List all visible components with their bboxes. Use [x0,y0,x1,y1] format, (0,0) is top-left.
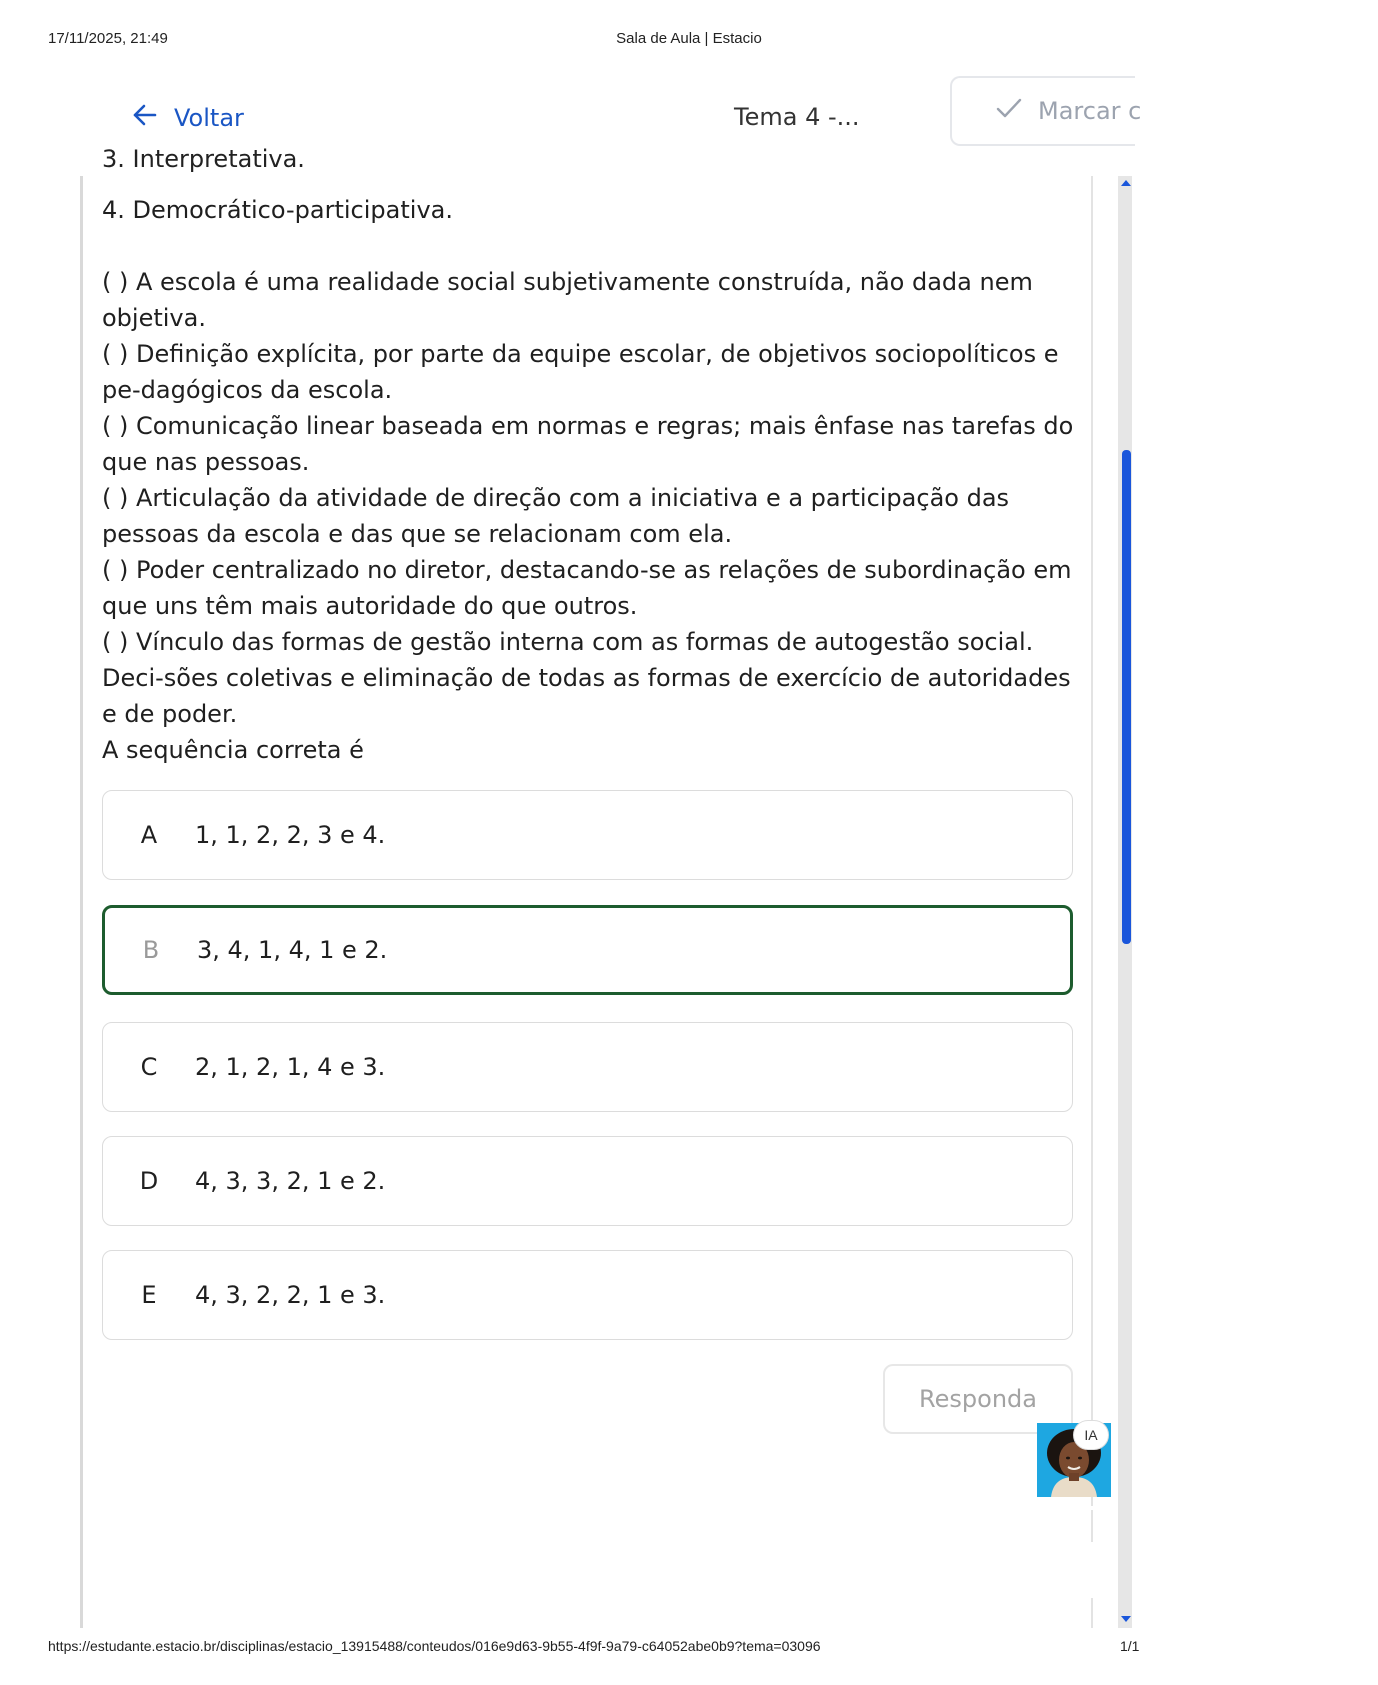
option-d[interactable] [102,1136,1073,1226]
mark-complete-label: Marcar c [1038,97,1142,125]
scroll-down-arrow-icon[interactable] [1121,1616,1131,1622]
check-icon [994,93,1024,129]
option-letter: D [139,1167,159,1195]
respond-button[interactable]: Responda [883,1364,1073,1434]
clipped-question-line: 3. Interpretativa. [102,145,305,173]
print-url: https://estudante.estacio.br/disciplinas/estacio_13915488/conteudos/016e9d63-9b55-4f9f-9a79-c64052abe0b9?tema=03096 [48,1638,821,1654]
option-text: 2, 1, 2, 1, 4 e 3. [195,1053,386,1081]
option-letter: C [140,1053,158,1081]
print-date: 17/11/2025, 21:49 [48,30,168,47]
option-text: 3, 4, 1, 4, 1 e 2. [197,936,388,964]
option-e[interactable] [102,1250,1073,1340]
option-letter: E [141,1281,157,1309]
question-statement: ( ) Vínculo das formas de gestão interna com as formas de autogestão social. Deci-sões coletivas e eliminação de todas as formas de exercício de autoridades e de poder. [102,628,1071,728]
option-a[interactable] [102,790,1073,880]
option-c[interactable] [102,1022,1073,1112]
content-left-border [80,176,83,1628]
option-text: 4, 3, 3, 2, 1 e 2. [195,1167,386,1195]
option-letter: B [142,936,160,964]
option-letter: A [140,821,158,849]
print-page-title: Sala de Aula | Estacio [616,30,762,47]
question-text [102,192,1082,768]
question-item: 4. Democrático-participativa. [102,196,453,224]
ai-assistant-badge: IA [1073,1420,1109,1450]
question-statement: ( ) Articulação da atividade de direção com a iniciativa e a participação das pessoas da escola e das que se relacionam com ela. [102,484,1010,548]
content-right-border [1091,1510,1093,1542]
print-page-number: 1/1 [1120,1638,1140,1654]
question-statement: ( ) Comunicação linear baseada em normas e regras; mais ênfase nas tarefas do que nas pessoas. [102,412,1074,476]
question-statement: ( ) Definição explícita, por parte da equipe escolar, de objetivos sociopolíticos e pe-dagógicos da escola. [102,340,1059,404]
back-button-label: Voltar [174,104,244,132]
content-right-border [1091,1598,1093,1628]
option-text: 1, 1, 2, 2, 3 e 4. [195,821,386,849]
arrow-left-icon [130,100,160,136]
scrollbar-thumb[interactable] [1122,450,1131,944]
question-statement: ( ) Poder centralizado no diretor, destacando-se as relações de subordinação em que uns têm mais autoridade do que outros. [102,556,1072,620]
option-text: 4, 3, 2, 2, 1 e 3. [195,1281,386,1309]
content-right-border [1091,176,1093,1506]
question-statement: ( ) A escola é uma realidade social subjetivamente construída, não dada nem objetiva. [102,268,1033,332]
mark-complete-button[interactable] [950,76,1142,146]
topic-title: Tema 4 -... [734,103,860,131]
back-button[interactable] [130,100,244,136]
scroll-up-arrow-icon[interactable] [1121,180,1131,186]
option-b[interactable] [102,905,1073,995]
question-prompt: A sequência correta é [102,736,364,764]
